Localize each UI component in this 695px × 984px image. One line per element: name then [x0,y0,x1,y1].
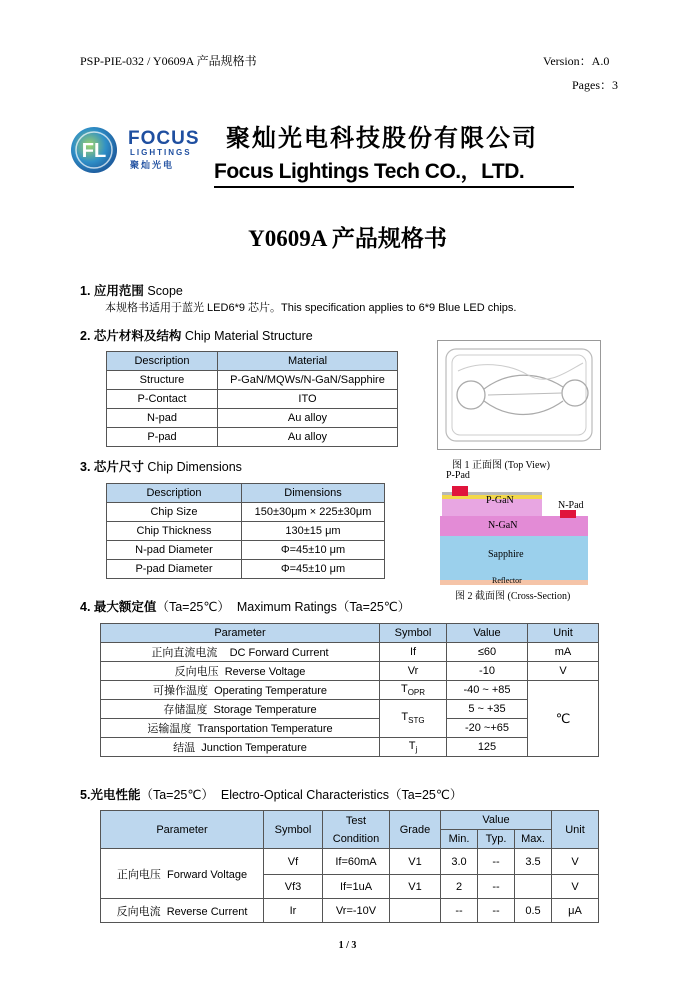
section-num: 2. [80,329,91,343]
table-cell: If [380,643,447,662]
table-cell: Au alloy [218,409,398,428]
table-cell: V1 [390,875,441,899]
page-number: 1 / 3 [338,940,357,951]
table-row [107,541,385,560]
table-cell: P-pad [107,428,218,447]
section-title-cn: 最大额定值 [93,600,157,614]
table-cell: V [552,849,599,875]
section-num: 5. [80,788,91,802]
table-header: Value [441,811,552,830]
section-title-en: Chip Material Structure [184,329,313,343]
tstg-symbol-cell: $T_{STG}$ [380,700,447,738]
table-cell: -10 [447,662,528,681]
label-p-pad: P-Pad [446,470,470,481]
section-title-en: Scope [147,284,183,298]
table-header: Symbol [380,624,447,643]
table-header: Unit [528,624,599,643]
table-cell: N-pad [107,409,218,428]
logo-text-lightings: LIGHTINGS [130,148,192,157]
table-cell [515,875,552,899]
table-cell: ITO [218,390,398,409]
section-title-cn: 应用范围 [93,284,144,298]
logo-text-cn: 聚灿光电 [130,160,175,170]
section-ratings-heading [80,597,410,615]
top-view-figure [437,340,601,450]
table-cell: 2 [441,875,478,899]
label-n-pad: N-Pad [558,500,584,511]
table-cell: μA [552,899,599,923]
dimensions-table [106,483,385,579]
table-cell: $T_j$ [380,738,447,757]
table-cell: 125 [447,738,528,757]
header-rule [214,186,574,188]
table-cell: Vf3 [264,875,323,899]
company-name-en: Focus Lightings Tech CO.，LTD. [214,160,525,183]
table-row [107,428,398,447]
table-header: Material [218,352,398,371]
table-cell: 反向电流 Reverse Current [101,899,264,923]
table-row [101,899,599,923]
table-row [101,700,599,719]
section-title-en: Chip Dimensions [147,460,242,474]
table-cell: 150±30μm × 225±30μm [242,503,385,522]
table-header: Min. [441,830,478,849]
section-dimensions-heading [80,457,242,475]
table-cell: If=60mA [323,849,390,875]
version: Version：A.0 [543,54,610,68]
table-cell: V [552,875,599,899]
table-cell: Au alloy [218,428,398,447]
table-header: Dimensions [242,484,385,503]
section-cond-cn: （Ta=25℃） [156,600,230,614]
chip-top-view-icon [438,341,600,449]
table-cell: 3.5 [515,849,552,875]
table-cell: Structure [107,371,218,390]
table-row [107,409,398,428]
table-header: Description [107,484,242,503]
section-title-cn: 芯片材料及结构 [93,329,182,343]
table-row [101,643,599,662]
table-cell: -- [478,849,515,875]
table-cell: V1 [390,849,441,875]
table-cell: -- [478,875,515,899]
table-cell: Φ=45±10 μm [242,541,385,560]
table-row [107,390,398,409]
table-cell: Ir [264,899,323,923]
table-cell: P-Contact [107,390,218,409]
table-cell: Vr=-10V [323,899,390,923]
table-header: Parameter [101,624,380,643]
table-header: Symbol [264,811,323,849]
electro-optical-table [100,810,599,923]
section-cond-cn: （Ta=25℃） [140,788,214,802]
table-row [101,849,599,875]
temp-unit-cell: ℃ [528,681,599,757]
table-cell: 5 ~ +35 [447,700,528,719]
section-eo-heading [80,785,462,803]
table-row [107,503,385,522]
label-p-gan: P-GaN [486,495,514,506]
table-header: Test Condition [323,811,390,849]
label-sapphire: Sapphire [488,549,524,560]
table-cell: 运输温度 Transportation Temperature [101,719,380,738]
table-cell: ≤60 [447,643,528,662]
table-cell: -- [478,899,515,923]
pages: Pages：3 [572,78,618,92]
doc-code: PSP-PIE-032 / Y0609A 产品规格书 [80,54,257,68]
table-header: Parameter [101,811,264,849]
max-ratings-table [100,623,599,757]
section-title-cn: 芯片尺寸 [93,460,144,474]
table-row [107,560,385,579]
table-row [107,371,398,390]
table-row [101,738,599,757]
table-cell: 0.5 [515,899,552,923]
table-cell: Chip Thickness [107,522,242,541]
table-cell: 可操作温度 Operating Temperature [101,681,380,700]
section-title-en: Electro-Optical Characteristics（Ta=25℃） [220,788,463,802]
company-logo [70,126,210,174]
table-cell: -20 ~+65 [447,719,528,738]
section-scope-heading [80,281,183,299]
table-cell: $T_{OPR}$ [380,681,447,700]
logo-text-focus: FOCUS [128,128,200,149]
table-header: Description [107,352,218,371]
document-title: Y0609A 产品规格书 [248,226,447,251]
table-cell: P-GaN/MQWs/N-GaN/Sapphire [218,371,398,390]
scope-text: 本规格书适用于蓝光 LED6*9 芯片。This specification applies to 6*9 Blue LED chips. [105,302,517,314]
table-cell: -- [441,899,478,923]
table-header: Max. [515,830,552,849]
cross-section-figure [436,470,592,586]
section-title-cn: 光电性能 [90,788,141,802]
table-cell: Vf [264,849,323,875]
table-cell: mA [528,643,599,662]
table-row [101,719,599,738]
table-cell: 存储温度 Storage Temperature [101,700,380,719]
table-header: Unit [552,811,599,849]
table-cell: Φ=45±10 μm [242,560,385,579]
section-num: 3. [80,460,91,474]
svg-text:FL: FL [81,140,107,162]
table-cell: 正向电压 Forward Voltage [101,849,264,899]
table-cell: 结温 Junction Temperature [101,738,380,757]
table-cell: N-pad Diameter [107,541,242,560]
table-cell: Chip Size [107,503,242,522]
table-header: Value [447,624,528,643]
table-cell: V [528,662,599,681]
table-cell: -40 ~ +85 [447,681,528,700]
section-material-heading [80,326,313,344]
table-cell: 3.0 [441,849,478,875]
label-reflector: Reflector [492,576,522,585]
section-num: 1. [80,284,91,298]
table-header: Typ. [478,830,515,849]
table-cell: 正向直流电流 DC Forward Current [101,643,380,662]
table-cell: P-pad Diameter [107,560,242,579]
table-header: Grade [390,811,441,849]
material-table [106,351,398,447]
table-cell: 反向电压 Reverse Voltage [101,662,380,681]
table-cell: Vr [380,662,447,681]
table-cell: If=1uA [323,875,390,899]
section-title-en: Maximum Ratings（Ta=25℃） [236,600,411,614]
table-row [101,681,599,700]
company-name-cn: 聚灿光电科技股份有限公司 [226,123,538,152]
label-n-gan: N-GaN [488,520,518,531]
section-num: 4. [80,600,91,614]
top-view-caption: 图 1 正面图 (Top View) [452,460,550,471]
table-row [101,662,599,681]
table-row [107,522,385,541]
cross-section-caption: 图 2 截面图 (Cross-Section) [455,591,571,602]
table-cell: 130±15 μm [242,522,385,541]
table-cell [390,899,441,923]
